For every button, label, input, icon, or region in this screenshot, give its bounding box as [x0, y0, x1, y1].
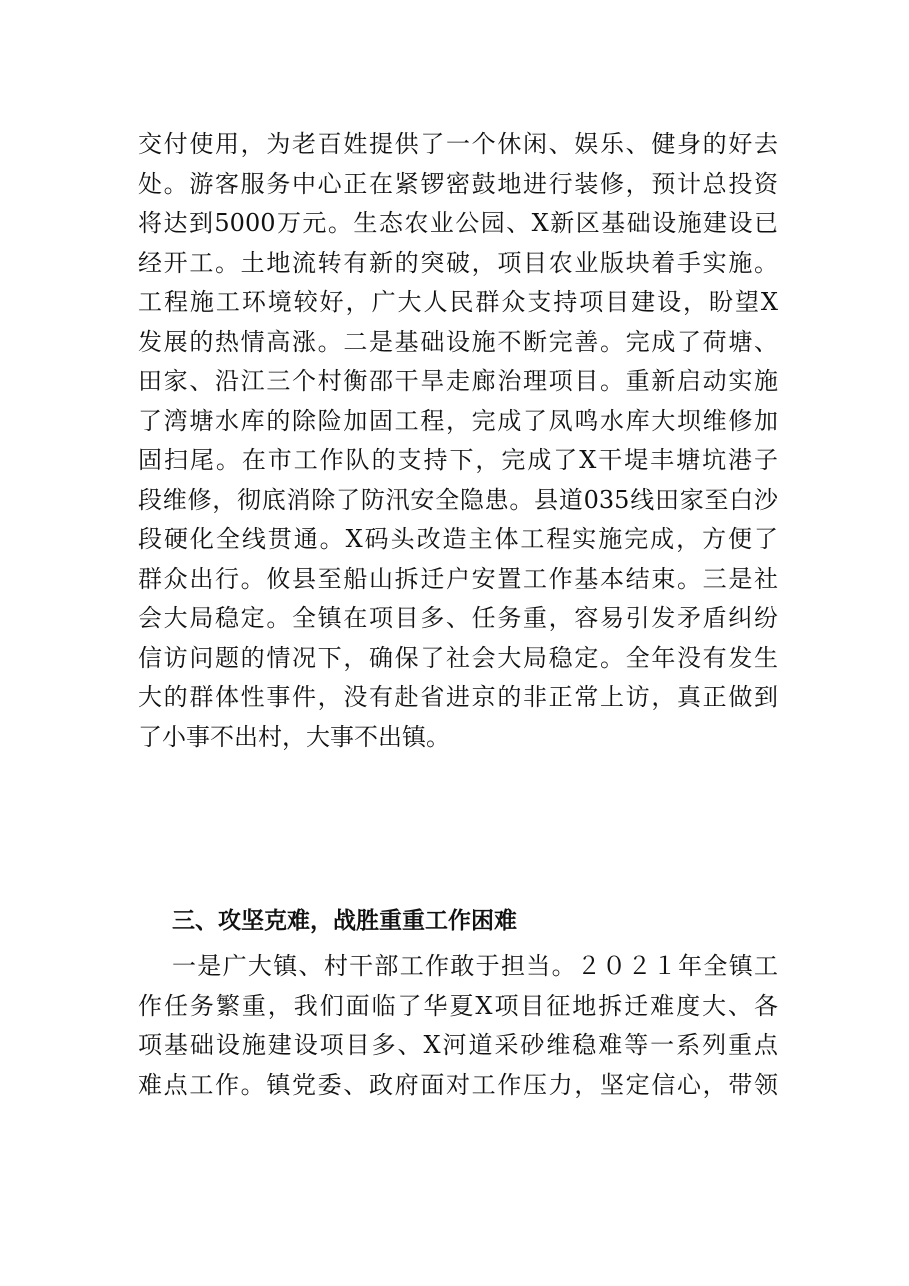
- paragraph-line: 了湾塘水库的除险加固工程，完成了凤鸣水库大坝维修加: [138, 406, 778, 435]
- paragraph-line: 项基础设施建设项目多、X河道采砂维稳难等一系列重点: [138, 1031, 778, 1059]
- paragraph-2: [138, 947, 778, 1105]
- paragraph-line: 经开工。土地流转有新的突破，项目农业版块着手实施。: [138, 248, 778, 277]
- paragraph-line: 作任务繁重，我们面临了华夏X项目征地拆迁难度大、各: [138, 991, 778, 1020]
- paragraph-line: 一是广大镇、村干部工作敢于担当。２０２１年全镇工: [172, 952, 778, 980]
- paragraph-line: 处。游客服务中心正在紧锣密鼓地进行装修，预计总投资: [138, 169, 778, 198]
- paragraph-line: 固扫尾。在市工作队的支持下，完成了X干堤丰塘坑港子: [138, 446, 778, 474]
- paragraph-line: 了小事不出村，大事不出镇。: [138, 722, 450, 751]
- paragraph-line: 工程施工环境较好，广大人民群众支持项目建设，盼望X: [138, 288, 778, 316]
- paragraph-line: 将达到5000万元。生态农业公园、X新区基础设施建设已: [138, 209, 778, 237]
- section-heading: 三、攻坚克难，战胜重重工作困难: [172, 908, 517, 934]
- paragraph-line: 信访问题的情况下，确保了社会大局稳定。全年没有发生: [138, 643, 778, 672]
- paragraph-1: [138, 125, 778, 757]
- paragraph-line: 段硬化全线贯通。X码头改造主体工程实施完成，方便了: [138, 525, 778, 553]
- paragraph-line: 发展的热情高涨。二是基础设施不断完善。完成了荷塘、: [138, 327, 778, 356]
- paragraph-line: 田家、沿江三个村衡邵干旱走廊治理项目。重新启动实施: [138, 367, 778, 395]
- paragraph-line: 交付使用，为老百姓提供了一个休闲、娱乐、健身的好去: [138, 130, 778, 158]
- paragraph-line: 段维修，彻底消除了防汛安全隐患。县道035线田家至白沙: [138, 485, 778, 514]
- paragraph-line: 大的群体性事件，没有赴省进京的非正常上访，真正做到: [138, 683, 778, 711]
- paragraph-line: 难点工作。镇党委、政府面对工作压力，坚定信心，带领: [138, 1070, 778, 1099]
- paragraph-line: 群众出行。攸县至船山拆迁户安置工作基本结束。三是社: [138, 564, 778, 593]
- paragraph-line: 会大局稳定。全镇在项目多、任务重，容易引发矛盾纠纷: [138, 604, 778, 632]
